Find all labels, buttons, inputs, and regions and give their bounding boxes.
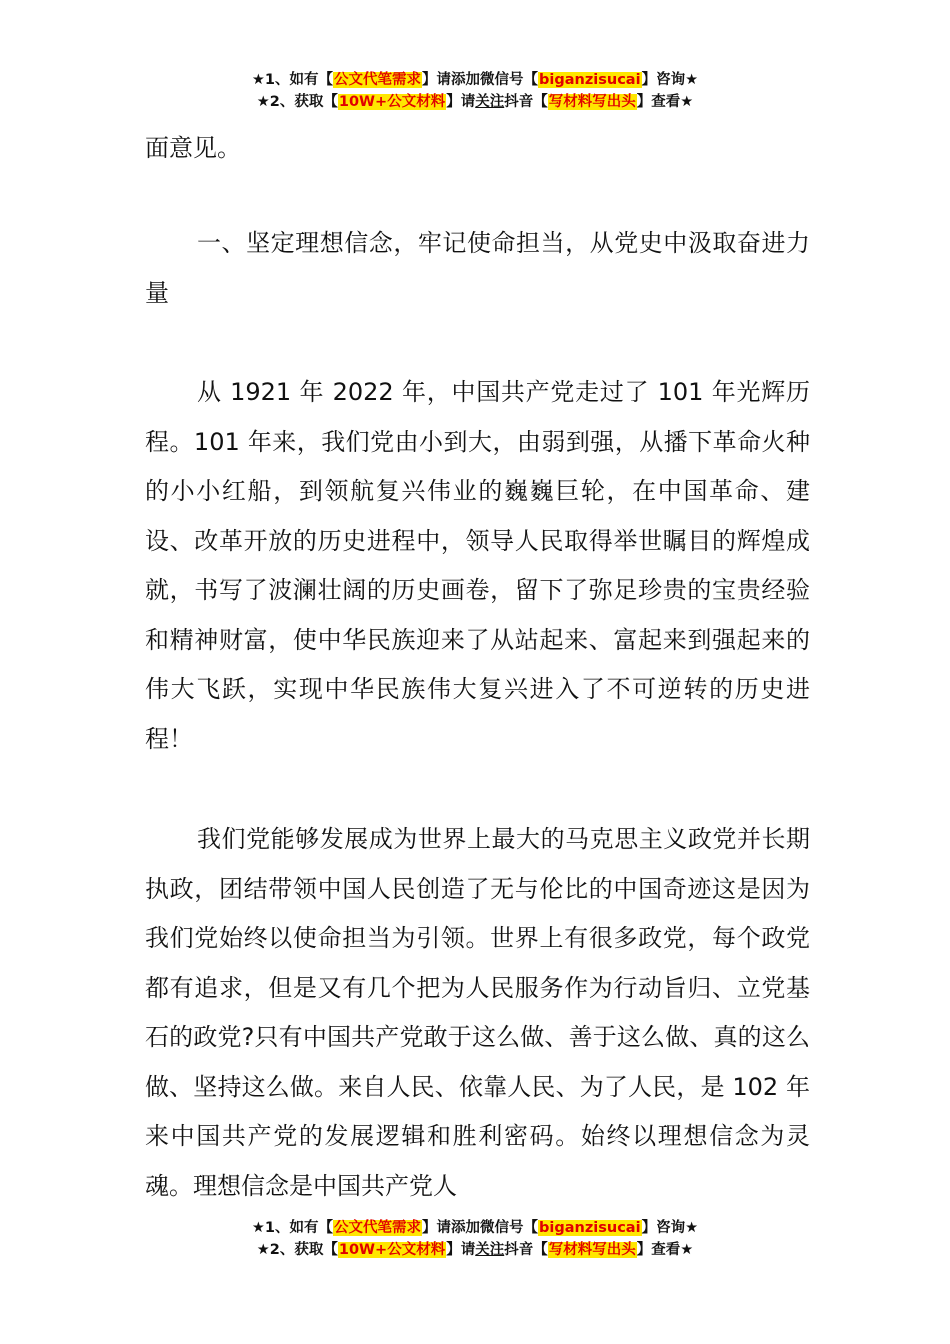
footer-highlight-service: 公文代笔需求 [334, 1220, 422, 1236]
fragment-text: 面意见。 [145, 134, 241, 162]
highlight-materials: 10W+公文材料 [338, 94, 446, 110]
section-heading: 一、坚定理想信念，牢记使命担当，从党史中汲取奋进力量 [145, 229, 810, 307]
footer-line-1: ★1、如有【公文代笔需求】请添加微信号【biganzisucai】咨询★ [251, 1220, 699, 1236]
document-body [145, 124, 810, 174]
footer-highlight-materials: 10W+公文材料 [338, 1242, 446, 1258]
highlight-douyin: 写材料写出头 [548, 94, 636, 110]
paragraph-1-block [145, 368, 810, 764]
footer-highlight-wechat-id: biganzisucai [539, 1220, 641, 1236]
section-heading-block [145, 219, 810, 318]
paragraph-2-block [145, 815, 810, 1211]
highlight-service: 公文代笔需求 [334, 72, 422, 88]
footer-highlight-douyin: 写材料写出头 [548, 1242, 636, 1258]
paragraph-1: 从 1921 年 2022 年，中国共产党走过了 101 年光辉历程。101 年来，我们党由小到大，由弱到强，从播下革命火种的小小红船，到领航复兴伟业的巍巍巨轮，在中国革命、建设、改革开放的历史进程中，领导人民取得举世瞩目的辉煌成就，书写了波澜壮阔的历史画卷，留下了弥足珍贵的宝贵经验和精神财富，使中华民族迎来了从站起来、富起来到强起来的伟大飞跃，实现中华民族伟大复兴进入了不可逆转的历史进程！ [145, 378, 810, 753]
header-banner [0, 69, 950, 113]
banner-line-2: ★2、获取【10W+公文材料】请关注抖音【写材料写出头】查看★ [256, 94, 694, 110]
footer-banner [0, 1217, 950, 1261]
banner-line-1: ★1、如有【公文代笔需求】请添加微信号【biganzisucai】咨询★ [251, 72, 699, 88]
paragraph-2: 我们党能够发展成为世界上最大的马克思主义政党并长期执政，团结带领中国人民创造了无与伦比的中国奇迹这是因为我们党始终以使命担当为引领。世界上有很多政党，每个政党都有追求，但是又有几个把为人民服务作为行动旨归、立党基石的政党?只有中国共产党敢于这么做、善于这么做、真的这么做、坚持这么做。来自人民、依靠人民、为了人民，是 102 年来中国共产党的发展逻辑和胜利密码。始终以理想信念为灵魂。理想信念是中国共产党人 [145, 825, 810, 1200]
footer-line-2: ★2、获取【10W+公文材料】请关注抖音【写材料写出头】查看★ [256, 1242, 694, 1258]
highlight-wechat-id: biganzisucai [539, 72, 641, 88]
